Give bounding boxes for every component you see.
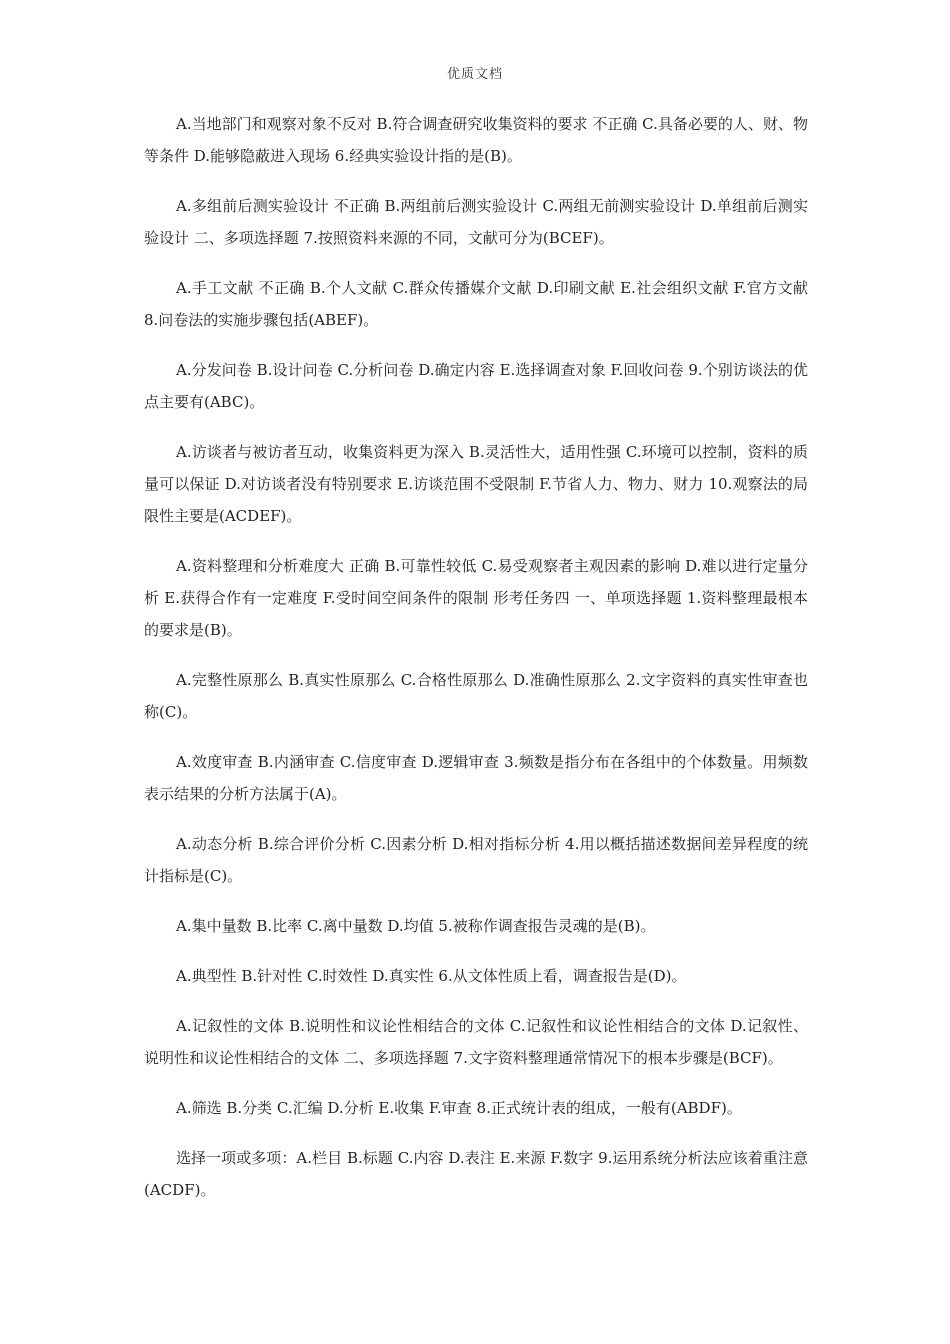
paragraph: A.资料整理和分析难度大 正确 B.可靠性较低 C.易受观察者主观因素的影响 D.难以进行定量分析 E.获得合作有一定难度 F.受时间空间条件的限制 形考任务四 一、单项选择题 1.资料整理最根本的要求是(B)。: [144, 557, 808, 639]
document-body: [144, 108, 808, 1224]
paragraph: A.完整性原那么 B.真实性原那么 C.合格性原那么 D.准确性原那么 2.文字资料的真实性审查也称(C)。: [144, 671, 808, 721]
paragraph: A.记叙性的文体 B.说明性和议论性相结合的文体 C.记叙性和议论性相结合的文体 D.记叙性、说明性和议论性相结合的文体 二、多项选择题 7.文字资料整理通常情况下的根本步骤是(BCF)。: [144, 1017, 808, 1067]
paragraph: A.分发问卷 B.设计问卷 C.分析问卷 D.确定内容 E.选择调查对象 F.回收问卷 9.个别访谈法的优点主要有(ABC)。: [144, 361, 808, 411]
page-header: 优质文档: [446, 67, 503, 82]
paragraph: A.动态分析 B.综合评价分析 C.因素分析 D.相对指标分析 4.用以概括描述数据间差异程度的统计指标是(C)。: [144, 835, 808, 885]
paragraph: A.筛选 B.分类 C.汇编 D.分析 E.收集 F.审查 8.正式统计表的组成，一般有(ABDF)。: [176, 1099, 742, 1117]
paragraph: A.多组前后测实验设计 不正确 B.两组前后测实验设计 C.两组无前测实验设计 D.单组前后测实验设计 二、多项选择题 7.按照资料来源的不同，文献可分为(BCEF)。: [144, 197, 808, 247]
paragraph: A.当地部门和观察对象不反对 B.符合调查研究收集资料的要求 不正确 C.具备必要的人、财、物等条件 D.能够隐蔽进入现场 6.经典实验设计指的是(B)。: [144, 115, 808, 165]
paragraph: 选择一项或多项：A.栏目 B.标题 C.内容 D.表注 E.来源 F.数字 9.运用系统分析法应该着重注意(ACDF)。: [144, 1149, 808, 1199]
paragraph: A.手工文献 不正确 B.个人文献 C.群众传播媒介文献 D.印刷文献 E.社会组织文献 F.官方文献 8.问卷法的实施步骤包括(ABEF)。: [144, 279, 808, 329]
paragraph: A.典型性 B.针对性 C.时效性 D.真实性 6.从文体性质上看，调查报告是(D)。: [176, 967, 687, 985]
paragraph: A.访谈者与被访者互动，收集资料更为深入 B.灵活性大，适用性强 C.环境可以控制，资料的质量可以保证 D.对访谈者没有特别要求 E.访谈范围不受限制 F.节省人力、物力、财力 10.观察法的局限性主要是(ACDEF)。: [144, 443, 808, 525]
paragraph: A.效度审查 B.内涵审查 C.信度审查 D.逻辑审查 3.频数是指分布在各组中的个体数量。用频数表示结果的分析方法属于(A)。: [144, 753, 808, 803]
paragraph: A.集中量数 B.比率 C.离中量数 D.均值 5.被称作调查报告灵魂的是(B)。: [176, 917, 656, 935]
